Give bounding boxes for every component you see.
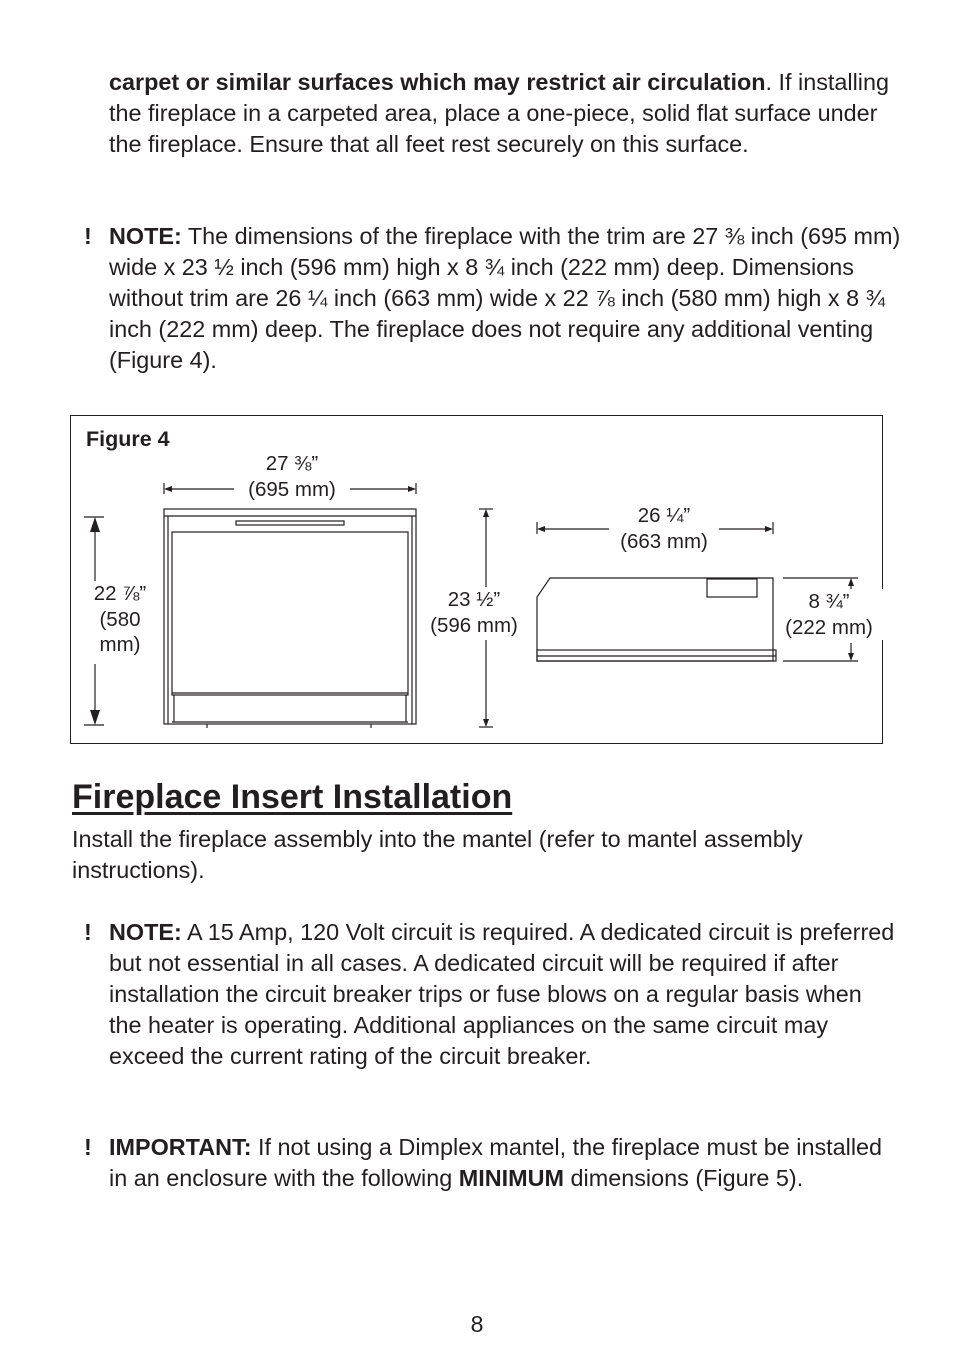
height-no-trim-label: [80, 581, 160, 658]
side-view-body: [537, 578, 773, 661]
height-trim-mm: (596 mm): [430, 613, 518, 637]
depth-label: [774, 589, 884, 640]
width-trim-mm: (695 mm): [248, 477, 336, 501]
note-label: NOTE:: [109, 223, 182, 249]
width-trim-label: [234, 451, 350, 502]
important-label: IMPORTANT:: [109, 1134, 252, 1160]
page-number: 8: [470, 1311, 484, 1337]
important-text-before: If not using a Dimplex mantel, the fireplace must be installed in an enclosure with the following: [109, 1134, 883, 1191]
intro-paragraph: [109, 67, 909, 160]
important-emphasis: MINIMUM: [458, 1164, 565, 1191]
figure-4: [70, 415, 883, 744]
install-paragraph: Install the fireplace assembly into the mantel (refer to mantel assembly instructions).: [72, 826, 803, 883]
width-no-trim-inch: 26 ¼”: [637, 504, 691, 527]
front-firebox: [172, 532, 408, 695]
warning-bullet: !: [84, 919, 92, 945]
width-trim-inch: 27 ⅜”: [265, 452, 319, 475]
note-circuit-text: A 15 Amp, 120 Volt circuit is required. A dedicated circuit is preferred but not essential in all cases. A dedicated circuit will be required if after installation the circuit breaker trips or fuse blows on a regular basis when the heater is operating. Additional appliances on the same circuit may exceed the current rating of the circuit breaker.: [109, 919, 895, 1069]
intro-text: . If installing the fireplace in a carpeted area, place a one-piece, solid flat surface under the fireplace. Ensure that all feet rest securely on this surface.: [109, 69, 890, 157]
height-no-trim-inch: 22 ⅞”: [93, 582, 147, 605]
depth-inch: 8 ¾”: [808, 590, 850, 613]
warning-bullet: !: [84, 223, 92, 249]
height-no-trim-mm-1: (580: [99, 607, 141, 631]
note-label: NOTE:: [109, 919, 182, 945]
front-vent-slot: [236, 521, 344, 525]
height-trim-inch: 23 ½”: [447, 588, 501, 611]
fireplace-dimensions-diagram: [71, 416, 884, 745]
section-heading: Fireplace Insert Installation: [72, 778, 513, 816]
note-circuit: [109, 917, 899, 1072]
note-dimensions-text: The dimensions of the fireplace with the trim are 27 ⅜ inch (695 mm) wide x 23 ½ inch (596 mm) high x 8 ¾ inch (222 mm) deep. Dimensions without trim are 26 ¼ inch (663 mm) wide x 22 ⅞ inch (580 mm) high x 8 ¾ inch (222 mm) deep. The fireplace does not require any additional venting (Figure 4).: [109, 223, 901, 373]
width-no-trim-label: [609, 503, 719, 554]
note-dimensions: [109, 221, 909, 376]
warning-bullet: !: [84, 1134, 92, 1160]
important-note: [109, 1132, 899, 1194]
figure-title: Figure 4: [86, 427, 170, 451]
depth-mm: (222 mm): [785, 615, 873, 639]
side-view-control-box: [707, 579, 757, 597]
width-no-trim-mm: (663 mm): [620, 529, 708, 553]
height-no-trim-mm-2: mm): [99, 633, 141, 656]
front-trim-outline: [164, 509, 416, 724]
important-text-after: dimensions (Figure 5).: [564, 1164, 804, 1191]
intro-bold-text: carpet or similar surfaces which may restrict air circulation: [109, 69, 766, 95]
height-trim-label: [419, 587, 529, 638]
